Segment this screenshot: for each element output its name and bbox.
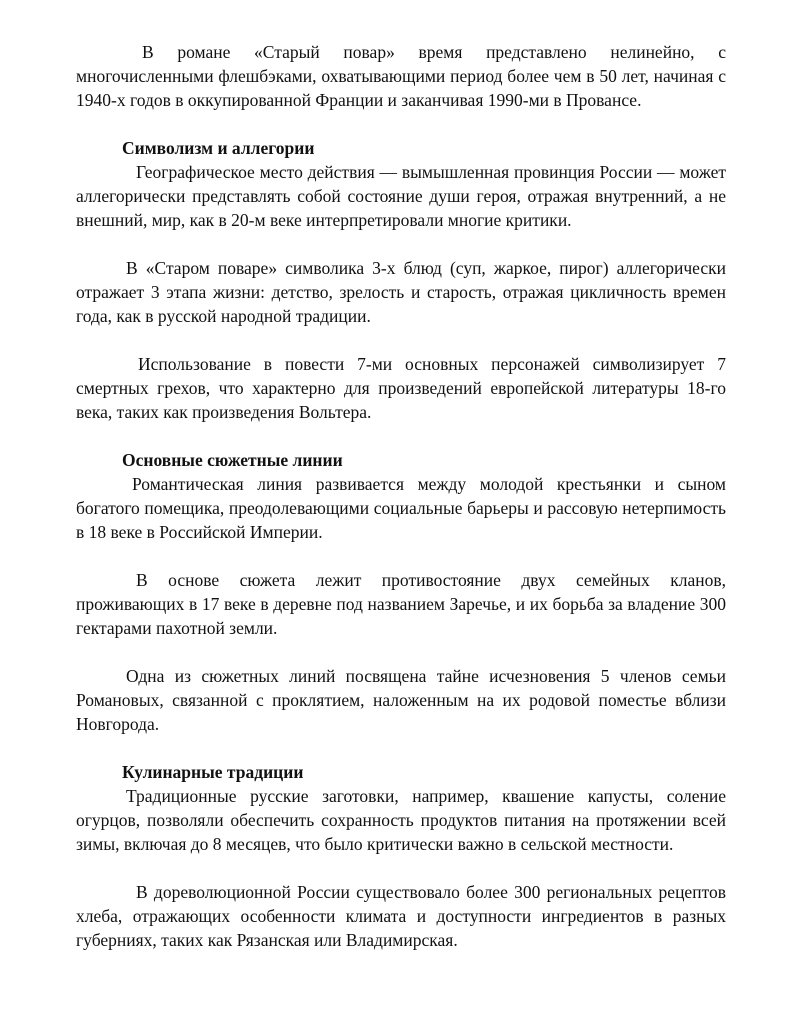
- heading-culinary: Кулинарные традиции: [122, 762, 304, 782]
- paragraph-three-dishes: В «Старом поваре» символика 3-х блюд (суп, жаркое, пирог) аллегорически отражает 3 этапа жизни: детство, зрелость и старость, отражая цикличность времен года, как в русской народной традиции.: [76, 258, 726, 326]
- paragraph-romance: Романтическая линия развивается между молодой крестьянки и сыном богатого помещика, преодолевающими социальные барьеры и рассовую нетерпимость в 18 веке в Российской Империи.: [76, 474, 726, 542]
- document-page: [76, 40, 726, 952]
- paragraph-geography: Географическое место действия — вымышленная провинция России — может аллегорически представлять собой состояние души героя, отражая внутренний, а не внешний, мир, как в 20-м веке интерпретировали многие критики.: [76, 162, 726, 230]
- paragraph-clans: В основе сюжета лежит противостояние двух семейных кланов, проживающих в 17 веке в деревне под названием Заречье, и их борьба за владение 300 гектарами пахотной земли.: [76, 570, 726, 638]
- paragraph-timeline: В романе «Старый повар» время представлено нелинейно, с многочисленными флешбэками, охватывающими период более чем в 50 лет, начиная с 1940-х годов в оккупированной Франции и заканчивая 1990-ми в Провансе.: [76, 42, 726, 110]
- heading-plot-lines: Основные сюжетные линии: [122, 450, 343, 470]
- heading-symbolism: Символизм и аллегории: [122, 138, 315, 158]
- paragraph-preserves: Традиционные русские заготовки, например, квашение капусты, соление огурцов, позволяли обеспечить сохранность продуктов питания на протяжении всей зимы, включая до 8 месяцев, что было критически важно в сельской местности.: [76, 786, 726, 854]
- paragraph-seven-characters: Использование в повести 7-ми основных персонажей символизирует 7 смертных грехов, что характерно для произведений европейской литературы 18-го века, таких как произведения Вольтера.: [76, 354, 726, 422]
- paragraph-disappearance: Одна из сюжетных линий посвящена тайне исчезновения 5 членов семьи Романовых, связанной с проклятием, наложенным на их родовой поместье вблизи Новгорода.: [76, 666, 726, 734]
- paragraph-bread-recipes: В дореволюционной России существовало более 300 региональных рецептов хлеба, отражающих особенности климата и доступности ингредиентов в разных губерниях, таких как Рязанская или Владимирская.: [76, 882, 726, 950]
